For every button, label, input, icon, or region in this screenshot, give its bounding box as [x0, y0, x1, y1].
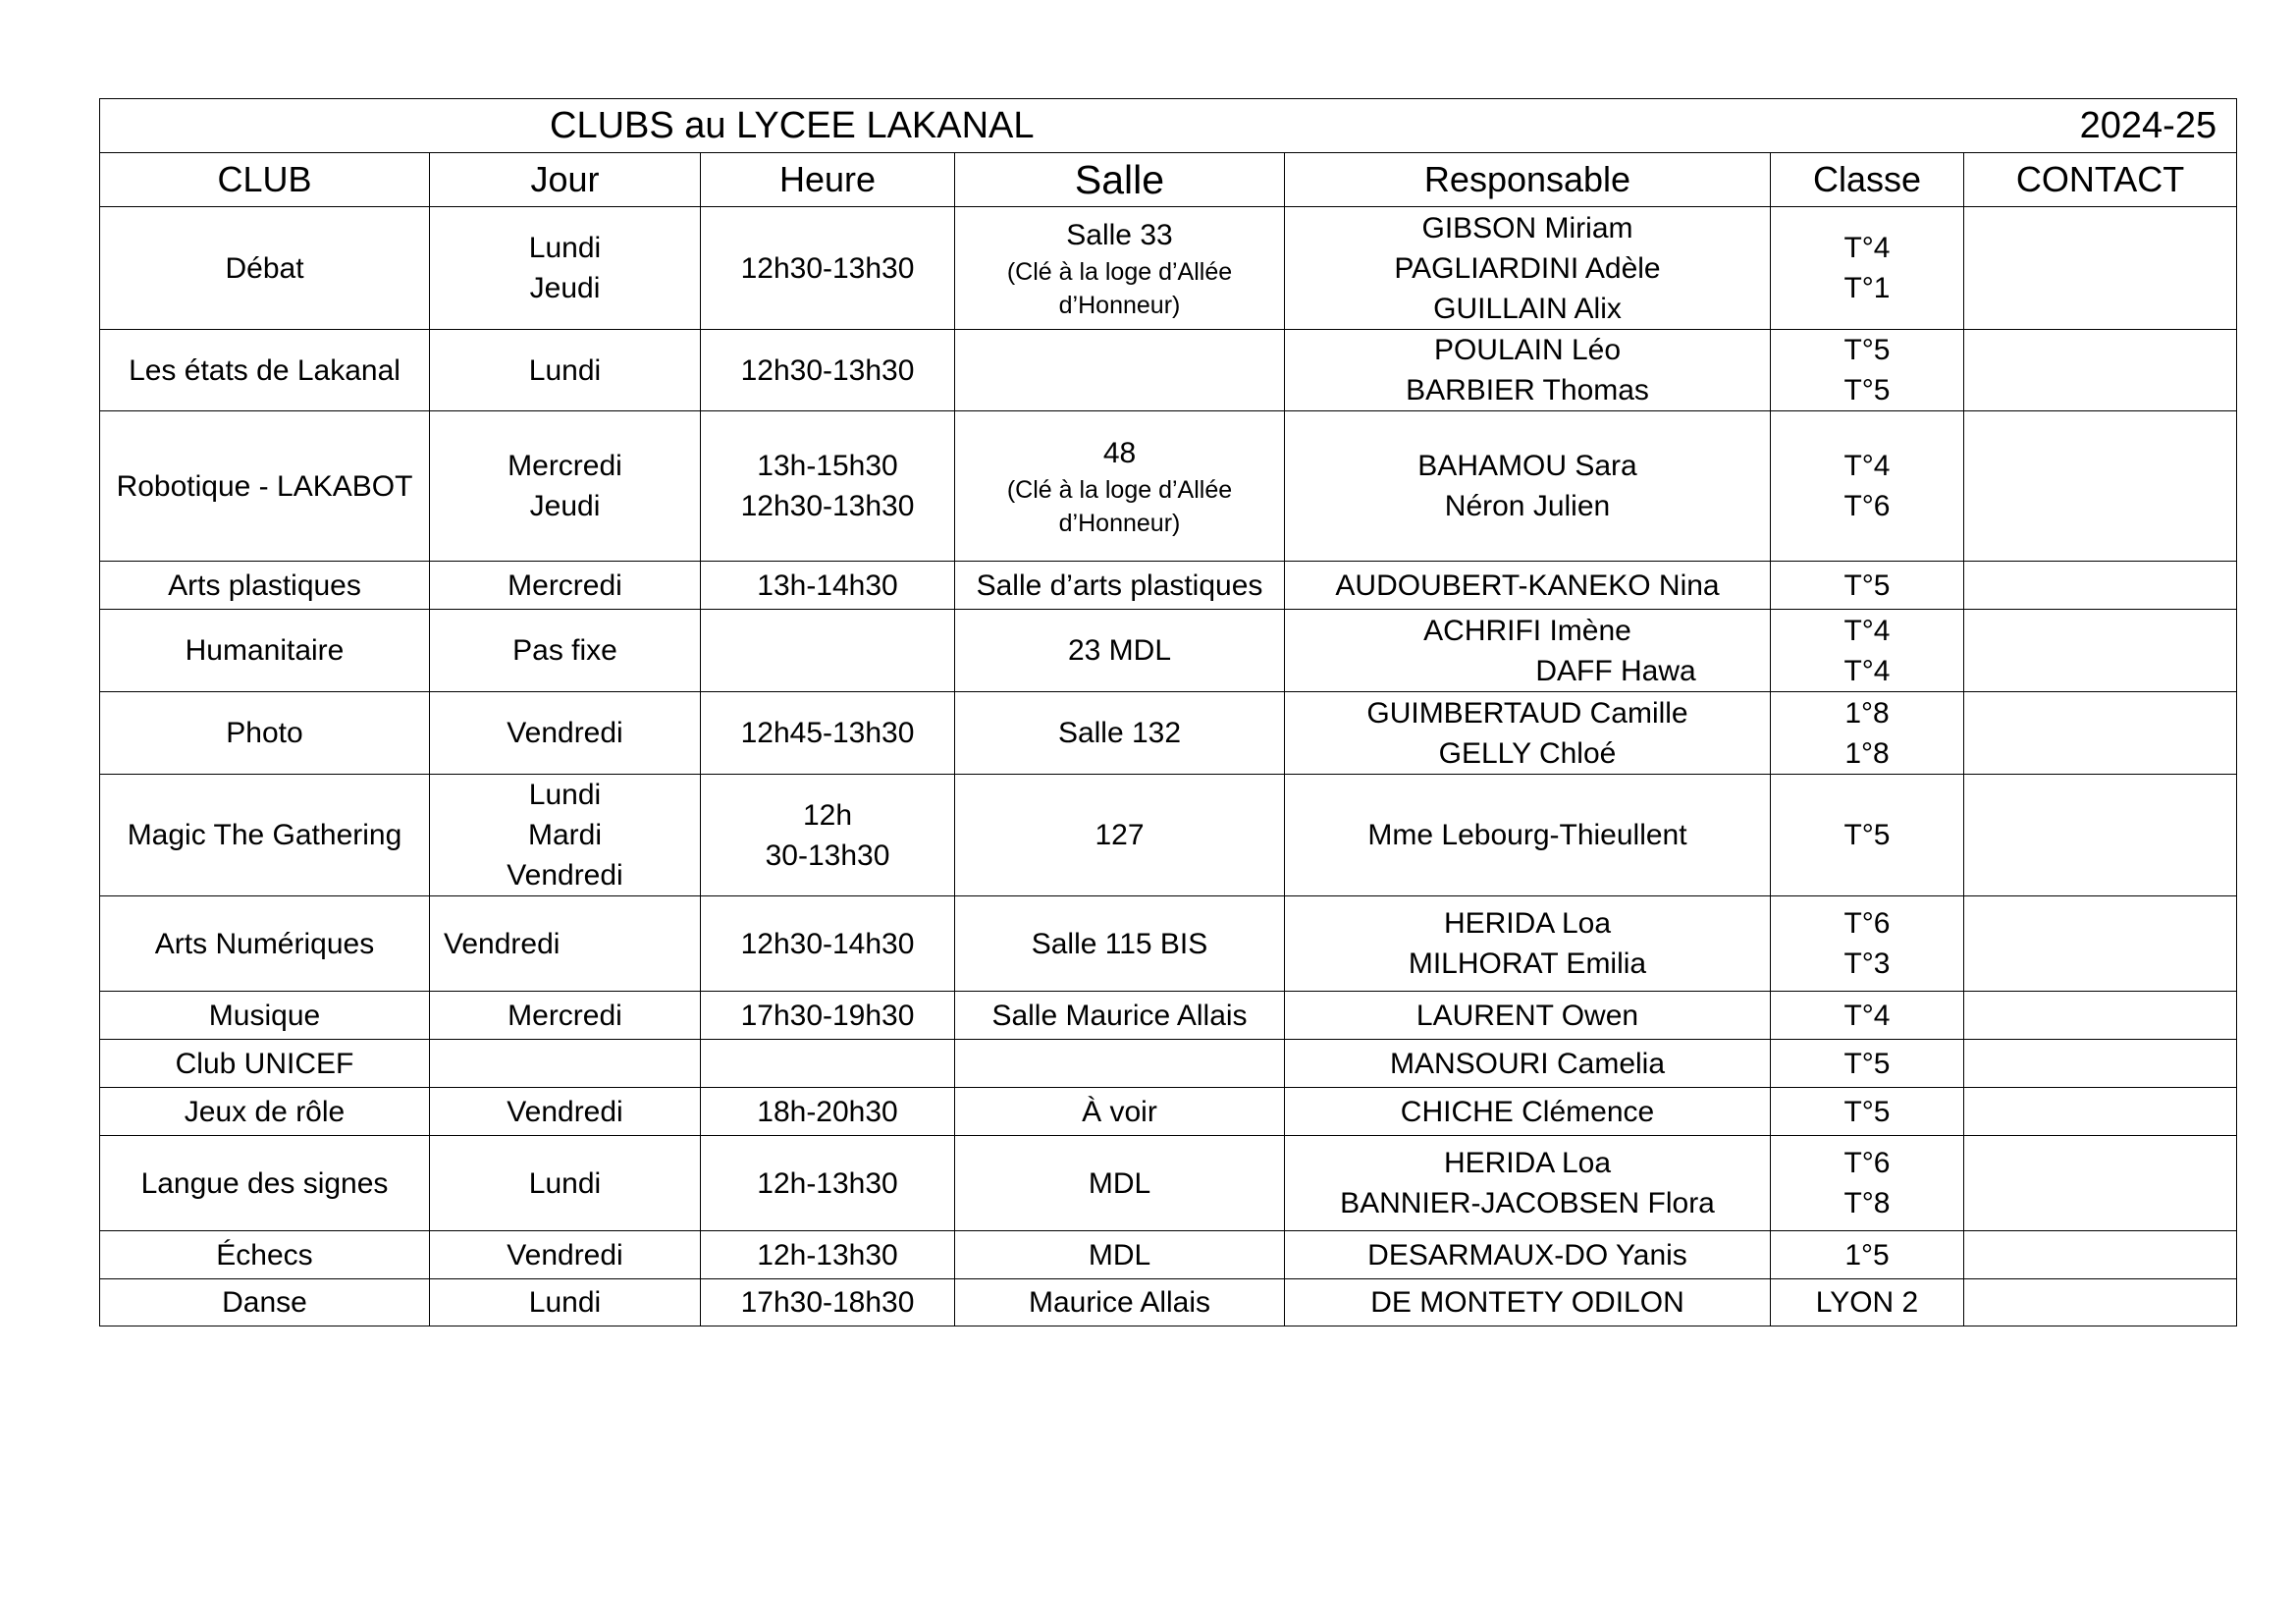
club-responsable-line: GUILLAIN Alix: [1433, 292, 1622, 325]
club-responsable: [1285, 1088, 1771, 1136]
club-responsable: [1285, 896, 1771, 992]
club-responsable-line: DESARMAUX-DO Yanis: [1367, 1238, 1687, 1272]
club-salle-line: 127: [1095, 819, 1145, 851]
club-name: Danse: [100, 1279, 430, 1326]
club-responsable-line: Mme Lebourg-Thieullent: [1367, 819, 1687, 851]
club-classe-line: T°4: [1843, 232, 1891, 264]
col-header-contact: CONTACT: [1964, 153, 2237, 207]
club-classe-line: 1°8: [1844, 736, 1890, 770]
club-classe: [1771, 1231, 1964, 1279]
club-heure-line: 30-13h30: [765, 839, 890, 872]
club-contact: [1964, 411, 2237, 562]
club-heure: [701, 1231, 955, 1279]
club-classe-line: 1°5: [1844, 1238, 1890, 1272]
club-jour: [430, 692, 701, 775]
club-name: Échecs: [100, 1231, 430, 1279]
table-row: [100, 1231, 2237, 1279]
club-jour-line: Lundi: [528, 779, 602, 811]
club-responsable-line: DAFF Hawa: [1535, 654, 1696, 687]
club-responsable-line: DE MONTETY ODILON: [1370, 1286, 1684, 1319]
club-name: Les états de Lakanal: [100, 330, 430, 411]
col-header-jour: Jour: [430, 153, 701, 207]
club-heure-line: 12h45-13h30: [740, 717, 915, 749]
club-responsable: [1285, 562, 1771, 610]
club-classe-line: T°6: [1843, 907, 1891, 940]
page-title: CLUBS au LYCEE LAKANAL: [550, 105, 1035, 146]
club-classe-line: T°5: [1843, 374, 1891, 406]
club-classe-line: T°8: [1843, 1187, 1891, 1219]
club-jour: [430, 1088, 701, 1136]
table-row: [100, 896, 2237, 992]
club-jour: [430, 330, 701, 411]
club-classe-line: T°5: [1843, 1095, 1891, 1128]
club-salle-line: MDL: [1088, 1238, 1151, 1272]
club-heure: [701, 992, 955, 1040]
club-salle: [955, 330, 1285, 411]
col-header-salle: Salle: [955, 153, 1285, 207]
club-salle: [955, 610, 1285, 692]
club-responsable-line: GELLY Chloé: [1438, 736, 1617, 770]
club-salle: [955, 775, 1285, 896]
club-name: Musique: [100, 992, 430, 1040]
club-responsable-line: LAURENT Owen: [1415, 999, 1639, 1032]
club-responsable: [1285, 411, 1771, 562]
club-jour-line: Vendredi: [507, 1238, 623, 1272]
club-jour: [430, 1231, 701, 1279]
club-salle: [955, 692, 1285, 775]
club-contact: [1964, 1040, 2237, 1088]
club-classe: [1771, 775, 1964, 896]
club-jour-line: Mercredi: [507, 450, 622, 482]
club-salle-line: Salle 115 BIS: [1031, 927, 1208, 960]
club-responsable-line: CHICHE Clémence: [1400, 1095, 1655, 1128]
club-heure-line: 12h30-14h30: [740, 927, 915, 960]
club-classe: [1771, 896, 1964, 992]
club-jour: [430, 207, 701, 330]
club-heure-line: 17h30-18h30: [740, 1286, 915, 1319]
club-heure-line: 17h30-19h30: [740, 999, 915, 1032]
club-name: Arts Numériques: [100, 896, 430, 992]
club-jour-line: Vendredi: [507, 1095, 623, 1128]
club-contact: [1964, 692, 2237, 775]
club-responsable-line: HERIDA Loa: [1443, 907, 1612, 940]
club-classe-line: T°6: [1843, 490, 1891, 522]
club-salle: [955, 992, 1285, 1040]
club-responsable: [1285, 1279, 1771, 1326]
club-classe-line: T°3: [1843, 947, 1891, 980]
club-heure: [701, 1136, 955, 1231]
club-heure-line: 12h-13h30: [757, 1238, 898, 1272]
club-classe: [1771, 610, 1964, 692]
club-jour-line: Lundi: [528, 1286, 602, 1319]
club-responsable-line: ACHRIFI Imène: [1423, 614, 1631, 647]
club-name: Arts plastiques: [100, 562, 430, 610]
table-row: [100, 411, 2237, 562]
club-salle: [955, 1040, 1285, 1088]
club-classe: [1771, 1040, 1964, 1088]
club-classe: [1771, 1136, 1964, 1231]
salle-note-line: d’Honneur): [1058, 509, 1181, 537]
club-contact: [1964, 775, 2237, 896]
club-name: Langue des signes: [100, 1136, 430, 1231]
club-contact: [1964, 610, 2237, 692]
club-jour-line: Mardi: [527, 819, 602, 851]
table-row: [100, 1279, 2237, 1326]
table-title-row: [100, 99, 2237, 153]
club-heure: [701, 411, 955, 562]
club-heure: [701, 1040, 955, 1088]
club-jour: [430, 775, 701, 896]
club-jour-line: Mercredi: [507, 999, 622, 1032]
club-heure: [701, 896, 955, 992]
club-classe: [1771, 1279, 1964, 1326]
club-classe: [1771, 562, 1964, 610]
club-jour-line: Mercredi: [507, 568, 622, 602]
club-heure-line: 12h30-13h30: [740, 353, 915, 387]
club-heure: [701, 692, 955, 775]
club-jour: [430, 562, 701, 610]
club-contact: [1964, 1136, 2237, 1231]
club-responsable-line: POULAIN Léo: [1433, 334, 1622, 366]
club-responsable: [1285, 1136, 1771, 1231]
club-jour-line: Lundi: [528, 232, 602, 264]
club-heure: [701, 775, 955, 896]
club-heure: [701, 1279, 955, 1326]
club-responsable: [1285, 992, 1771, 1040]
club-heure-line: 13h-14h30: [757, 568, 898, 602]
club-salle-line: Salle Maurice Allais: [991, 999, 1248, 1032]
header-row: [100, 153, 2237, 207]
clubs-table: [99, 98, 2237, 1326]
club-salle-line: Salle d’arts plastiques: [976, 568, 1263, 602]
club-heure: [701, 207, 955, 330]
club-classe-line: T°5: [1843, 819, 1891, 851]
club-heure-line: 18h-20h30: [757, 1095, 898, 1128]
school-year: 2024-25: [2079, 105, 2217, 146]
club-heure-line: 12h: [802, 798, 853, 832]
club-jour-line: Lundi: [528, 1166, 602, 1200]
club-contact: [1964, 1231, 2237, 1279]
club-classe-line: 1°8: [1844, 696, 1890, 730]
col-header-heure: Heure: [701, 153, 955, 207]
club-salle-line: MDL: [1088, 1166, 1151, 1200]
club-salle-line: Salle 33: [1066, 218, 1173, 251]
club-name: Humanitaire: [100, 610, 430, 692]
club-classe: [1771, 992, 1964, 1040]
club-jour: [430, 1279, 701, 1326]
club-responsable: [1285, 330, 1771, 411]
club-responsable-line: AUDOUBERT-KANEKO Nina: [1335, 568, 1720, 602]
club-responsable: [1285, 1040, 1771, 1088]
club-responsable-line: MILHORAT Emilia: [1408, 947, 1647, 980]
club-salle-line: Salle 132: [1057, 717, 1182, 749]
club-classe-line: T°4: [1843, 654, 1891, 687]
club-classe-line: T°4: [1843, 614, 1891, 647]
club-classe-line: T°4: [1843, 999, 1891, 1032]
club-jour-line: Vendredi: [444, 927, 561, 960]
club-name: Magic The Gathering: [100, 775, 430, 896]
club-classe: [1771, 692, 1964, 775]
table-row: [100, 207, 2237, 330]
club-contact: [1964, 992, 2237, 1040]
club-contact: [1964, 330, 2237, 411]
club-classe: [1771, 330, 1964, 411]
club-heure: [701, 610, 955, 692]
club-name: Robotique - LAKABOT: [100, 411, 430, 562]
club-classe-line: T°5: [1843, 334, 1891, 366]
club-classe-line: LYON 2: [1815, 1286, 1919, 1319]
club-responsable: [1285, 610, 1771, 692]
club-salle: [955, 896, 1285, 992]
table-row: [100, 330, 2237, 411]
club-responsable-line: Néron Julien: [1444, 490, 1611, 522]
club-jour-line: Vendredi: [507, 859, 623, 892]
table-row: [100, 1088, 2237, 1136]
club-responsable-line: MANSOURI Camelia: [1389, 1047, 1666, 1080]
club-jour-line: Pas fixe: [512, 634, 617, 667]
club-responsable: [1285, 207, 1771, 330]
club-contact: [1964, 896, 2237, 992]
club-responsable: [1285, 1231, 1771, 1279]
club-salle: [955, 1136, 1285, 1231]
club-salle-line: 48: [1102, 436, 1137, 469]
club-heure-line: 12h30-13h30: [740, 251, 915, 285]
club-salle-line: 23 MDL: [1067, 634, 1172, 667]
club-contact: [1964, 1279, 2237, 1326]
table-row: [100, 562, 2237, 610]
club-heure: [701, 1088, 955, 1136]
club-salle: [955, 207, 1285, 330]
club-jour: [430, 610, 701, 692]
club-classe-line: T°1: [1843, 272, 1891, 304]
club-contact: [1964, 207, 2237, 330]
club-jour: [430, 896, 701, 992]
club-name: Photo: [100, 692, 430, 775]
club-classe: [1771, 1088, 1964, 1136]
salle-note-line: (Clé à la loge d’Allée: [1006, 257, 1233, 286]
club-salle: [955, 1088, 1285, 1136]
club-responsable-line: BAHAMOU Sara: [1417, 450, 1637, 482]
club-salle: [955, 411, 1285, 562]
club-name: Club UNICEF: [100, 1040, 430, 1088]
table-row: [100, 1040, 2237, 1088]
table-row: [100, 775, 2237, 896]
club-jour: [430, 992, 701, 1040]
club-salle: [955, 562, 1285, 610]
club-responsable-line: BANNIER-JACOBSEN Flora: [1340, 1187, 1715, 1219]
club-jour: [430, 411, 701, 562]
club-responsable-line: GIBSON Miriam: [1421, 211, 1633, 244]
club-classe: [1771, 411, 1964, 562]
club-contact: [1964, 562, 2237, 610]
club-classe: [1771, 207, 1964, 330]
club-responsable: [1285, 692, 1771, 775]
club-jour: [430, 1136, 701, 1231]
club-classe-line: T°6: [1843, 1147, 1891, 1179]
club-responsable-line: BARBIER Thomas: [1406, 374, 1649, 406]
col-header-classe: Classe: [1771, 153, 1964, 207]
table-row: [100, 692, 2237, 775]
club-jour-line: Vendredi: [507, 717, 623, 749]
club-responsable-line: PAGLIARDINI Adèle: [1394, 251, 1661, 285]
salle-note-line: (Clé à la loge d’Allée: [1006, 475, 1233, 504]
club-jour-line: Jeudi: [529, 272, 601, 304]
club-salle: [955, 1279, 1285, 1326]
club-salle: [955, 1231, 1285, 1279]
table-row: [100, 1136, 2237, 1231]
club-jour-line: Jeudi: [529, 490, 601, 522]
club-heure: [701, 562, 955, 610]
club-jour-line: Lundi: [528, 353, 602, 387]
col-header-club: CLUB: [100, 153, 430, 207]
table-row: [100, 610, 2237, 692]
club-responsable-line: GUIMBERTAUD Camille: [1366, 696, 1688, 730]
club-responsable: [1285, 775, 1771, 896]
club-heure-line: 12h-13h30: [757, 1166, 898, 1200]
club-salle-line: Maurice Allais: [1028, 1286, 1211, 1319]
table-row: [100, 992, 2237, 1040]
club-responsable-line: HERIDA Loa: [1443, 1147, 1612, 1179]
col-header-responsable: Responsable: [1285, 153, 1771, 207]
club-name: Débat: [100, 207, 430, 330]
club-classe-line: T°5: [1843, 568, 1891, 602]
club-classe-line: T°4: [1843, 450, 1891, 482]
club-jour: [430, 1040, 701, 1088]
club-classe-line: T°5: [1843, 1047, 1891, 1080]
club-salle-line: À voir: [1082, 1095, 1157, 1128]
club-heure-line: 13h-15h30: [757, 450, 898, 482]
club-heure: [701, 330, 955, 411]
club-name: Jeux de rôle: [100, 1088, 430, 1136]
salle-note-line: d’Honneur): [1058, 291, 1181, 319]
club-heure-line: 12h30-13h30: [740, 490, 915, 522]
club-contact: [1964, 1088, 2237, 1136]
